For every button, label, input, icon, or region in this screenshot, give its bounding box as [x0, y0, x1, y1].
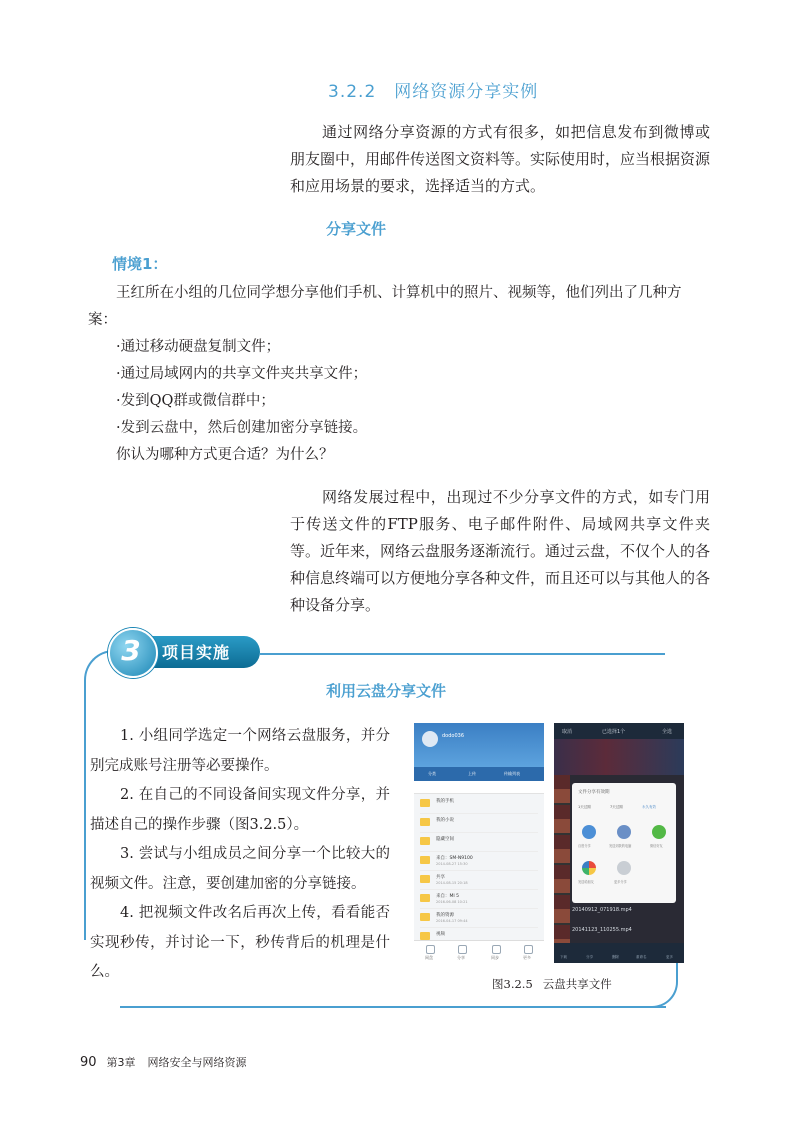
selection-header	[554, 723, 684, 739]
folder-icon	[420, 837, 430, 845]
dialog-title: 文件分享有效期	[578, 790, 610, 795]
list-item[interactable]	[420, 852, 538, 871]
row-date: 2014-08-27 15:30	[436, 862, 468, 866]
toolbar	[414, 781, 544, 794]
icon-label: 微信好友	[650, 844, 663, 848]
nav-item[interactable]: 同步	[491, 955, 499, 960]
list-item[interactable]	[420, 833, 538, 852]
tab-bar	[414, 767, 544, 781]
row-label: 我的手机	[436, 799, 454, 804]
row-label: 视频	[436, 932, 445, 937]
icon-label: 百度分享	[578, 844, 591, 848]
figure-caption	[492, 976, 612, 992]
icon-label: 发送给朋友	[578, 880, 594, 884]
select-all-button[interactable]: 全选	[662, 729, 673, 735]
development-paragraph: 网络发展过程中，出现过不少分享文件的方式，如专门用于传送文件的FTP服务、电子邮件附件、局域网共享文件夹等。近年来，网络云盘服务逐渐流行。通过云盘，不仅个人的各种信息终端可以方便地分享各种文件，而且还可以与其他人的各种设备分享。	[290, 488, 711, 614]
nav-item[interactable]: 网盘	[425, 955, 433, 960]
video-file-name: 20140912_071918.mp4	[572, 907, 632, 913]
wechat-icon[interactable]	[652, 825, 666, 839]
context-bullet: ·通过移动硬盘复制文件；	[116, 339, 281, 355]
list-item[interactable]	[420, 909, 538, 928]
icon-label: 更多分享	[614, 880, 627, 884]
context-text: 王红所在小组的几位同学想分享他们手机、计算机中的照片、视频等，他们列出了几种方案：	[88, 285, 682, 328]
icon-label: 发送到我的电脑	[609, 844, 632, 848]
expiry-option[interactable]: 7天过期	[610, 805, 623, 809]
row-date: 2016-04-17 09:44	[436, 919, 468, 923]
intro-paragraph: 通过网络分享资源的方式有很多，如把信息发布到微博或朋友圈中，用邮件传送图文资料等。实际使用时，应当根据资源和应用场景的要求，选择适当的方式。	[290, 123, 711, 195]
folder-icon	[420, 875, 430, 883]
profile-header	[414, 723, 544, 767]
project-number: 3	[121, 634, 141, 667]
section-title-text: 网络资源分享实例	[394, 82, 539, 102]
row-date: 2014-08-15 20:18	[436, 881, 468, 885]
folder-icon	[420, 913, 430, 921]
context-bullet: ·通过局域网内的共享文件夹共享文件；	[116, 366, 368, 382]
cancel-button[interactable]: 取消	[562, 729, 573, 735]
username: dodo036	[442, 733, 465, 739]
action-bar	[554, 943, 684, 963]
expiry-option[interactable]: 1天过期	[578, 805, 591, 809]
folder-icon	[420, 799, 430, 807]
list-item[interactable]	[420, 795, 538, 814]
page-footer	[80, 1054, 247, 1070]
nav-item[interactable]: 分享	[457, 955, 465, 960]
box-left-border	[84, 680, 86, 940]
tab-transfer[interactable]: 传输列表	[504, 771, 520, 776]
figure-caption-text: 云盘共享文件	[542, 977, 612, 991]
row-label: 隐藏空间	[436, 837, 454, 842]
step-item: 1. 小组同学选定一个网络云盘服务，并分别完成账号注册等必要操作。	[90, 728, 390, 774]
share-dialog-screenshot	[554, 723, 684, 963]
avatar	[422, 731, 438, 747]
tab-category[interactable]: 分类	[428, 771, 436, 776]
project-banner-label: 项目实施	[162, 643, 231, 662]
step-item: 3. 尝试与小组成员之间分享一个比较大的视频文件。注意，要创建加密的分享链接。	[90, 846, 390, 892]
selection-count: 已选择1个	[602, 729, 626, 735]
sync-icon	[492, 945, 501, 954]
tab-upload[interactable]: 上传	[468, 771, 476, 776]
pc-send-icon[interactable]	[617, 825, 631, 839]
expiry-option[interactable]: 永久有效	[642, 805, 656, 809]
chapter-number: 第3章	[106, 1056, 136, 1069]
context-bullet: ·发到QQ群或微信群中；	[116, 393, 275, 409]
context-question: 你认为哪种方式更合适？为什么？	[116, 447, 334, 463]
project-title: 利用云盘分享文件	[326, 682, 447, 700]
list-item[interactable]	[420, 814, 538, 833]
share-button[interactable]: 分享	[586, 955, 593, 959]
cloud-file-list-screenshot	[414, 723, 544, 963]
project-steps	[90, 722, 390, 988]
folder-icon	[420, 894, 430, 902]
banner-rule	[260, 653, 665, 655]
moments-icon[interactable]	[582, 861, 596, 875]
chapter-title: 网络安全与网络资源	[147, 1056, 247, 1069]
more-icon	[524, 945, 533, 954]
share-icon	[458, 945, 467, 954]
section-title	[328, 77, 538, 102]
download-button[interactable]: 下载	[560, 955, 567, 959]
share-dialog	[572, 783, 676, 903]
video-thumbnail	[554, 739, 684, 775]
bottom-nav	[414, 940, 544, 963]
row-date: 2016-06-08 10:21	[436, 900, 468, 904]
step-item: 2. 在自己的不同设备间实现文件分享，并描述自己的操作步骤（图3.2.5）。	[90, 787, 390, 833]
rename-button[interactable]: 重命名	[636, 955, 647, 959]
step-item: 4. 把视频文件改名后再次上传，看看能否实现秒传，并讨论一下，秒传背后的机理是什么。	[90, 905, 390, 980]
row-label: 我的资源	[436, 913, 454, 918]
context-body	[88, 280, 710, 469]
row-label: 共享	[436, 875, 445, 880]
cloud-icon	[426, 945, 435, 954]
thumbnail-column	[554, 775, 570, 943]
share-files-heading: 分享文件	[326, 220, 387, 238]
row-label: 来自：SM-N9100	[436, 856, 473, 861]
folder-icon	[420, 818, 430, 826]
box-corner	[640, 960, 678, 1008]
more-share-icon[interactable]	[617, 861, 631, 875]
folder-icon	[420, 856, 430, 864]
box-bottom-border	[120, 1006, 666, 1008]
row-label: 来自：MI 5	[436, 894, 460, 899]
list-item[interactable]	[420, 871, 538, 890]
context-label: 情境1：	[112, 255, 168, 273]
link-share-icon[interactable]	[582, 825, 596, 839]
more-button[interactable]: 更多	[666, 955, 673, 959]
figure-number: 图3.2.5	[492, 977, 533, 991]
page-number: 90	[80, 1055, 97, 1070]
delete-button[interactable]: 删除	[612, 955, 619, 959]
list-item[interactable]	[420, 890, 538, 909]
row-label: 我的小说	[436, 818, 454, 823]
nav-item[interactable]: 更多	[523, 955, 531, 960]
folder-icon	[420, 932, 430, 940]
video-file-name: 20141123_110255.mp4	[572, 927, 632, 933]
section-number: 3.2.2	[328, 82, 377, 102]
context-bullet: ·发到云盘中，然后创建加密分享链接。	[116, 420, 368, 436]
